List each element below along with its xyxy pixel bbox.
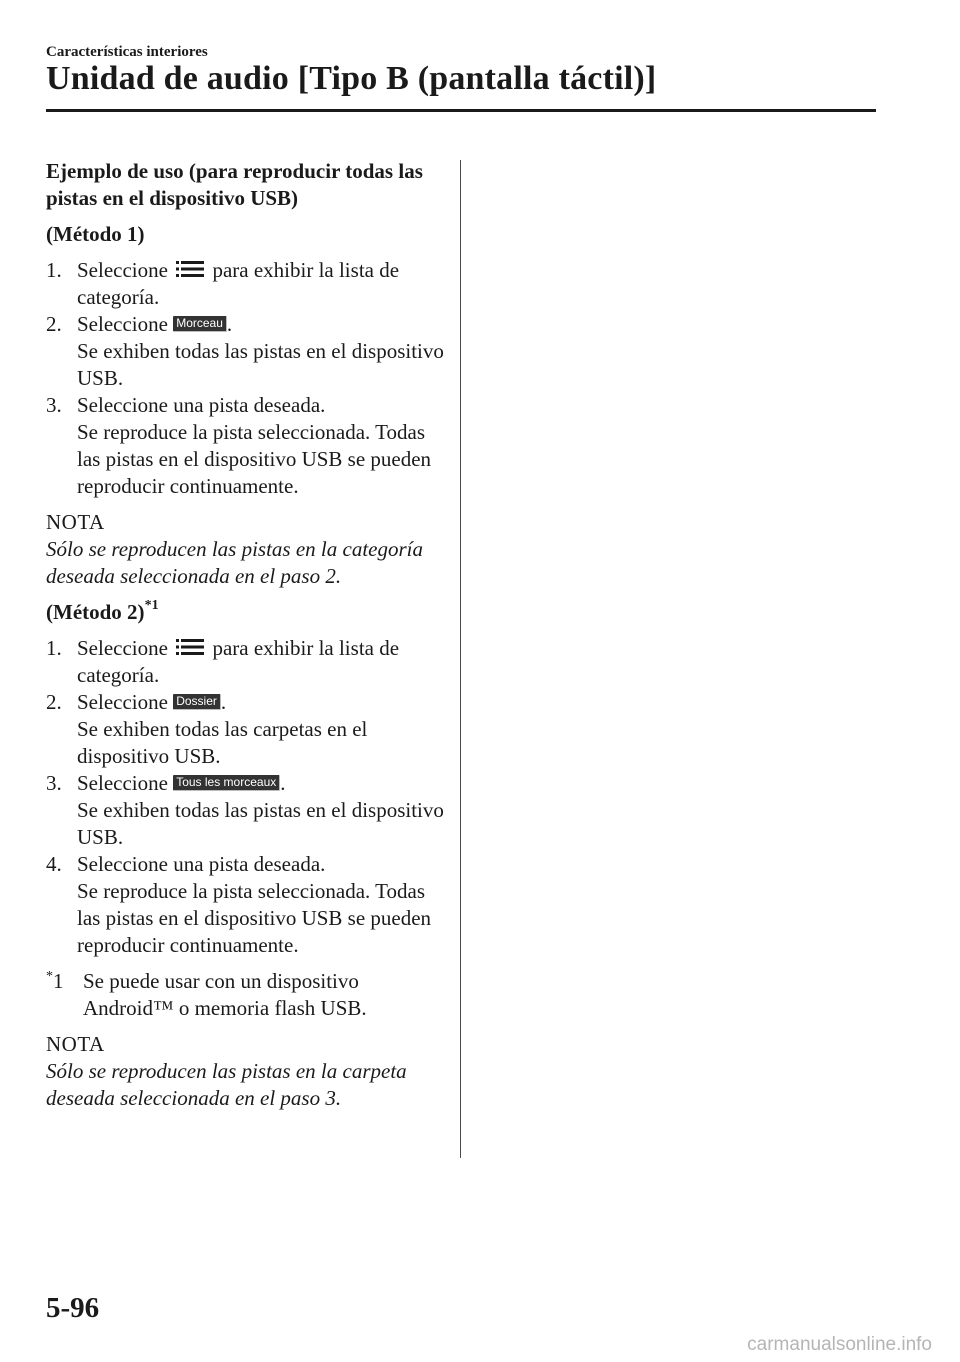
step-number: 4. (46, 852, 62, 876)
list-icon (175, 259, 205, 279)
step-text: Seleccione (77, 690, 168, 714)
method-2-steps (46, 635, 446, 959)
step-text: Seleccione (77, 258, 168, 282)
dossier-button: Dossier (173, 694, 221, 710)
step-number: 2. (46, 312, 62, 336)
step-number: 2. (46, 690, 62, 714)
footnote-ref: *1 (144, 598, 159, 613)
footnote-asterisk: * (46, 969, 53, 984)
example-heading: Ejemplo de uso (para reproducir todas las pistas en el dispositivo USB) (46, 159, 423, 210)
note-label: NOTA (46, 1032, 105, 1056)
step-text: para exhibir la lista de categoría. (77, 636, 400, 687)
watermark: carmanualsonline.info (747, 1334, 932, 1355)
step-item (46, 311, 446, 392)
step-detail: Se exhiben todas las carpetas en el dispositivo USB. (77, 717, 368, 768)
method-2-label: (Método 2) (46, 600, 145, 624)
step-detail: Se exhiben todas las pistas en el dispositivo USB. (77, 339, 444, 390)
column-divider (460, 160, 461, 1158)
step-number: 3. (46, 393, 62, 417)
step-item (46, 851, 446, 959)
note-label: NOTA (46, 510, 105, 534)
step-item (46, 770, 446, 851)
page-number: 5-96 (46, 1292, 100, 1324)
step-text: para exhibir la lista de categoría. (77, 258, 400, 309)
step-text: Seleccione (77, 312, 168, 336)
method-1-title: (Método 1) (46, 222, 145, 246)
step-text: Seleccione (77, 771, 168, 795)
step-text: Seleccione una pista deseada. (77, 393, 326, 417)
method-1-steps (46, 257, 446, 500)
morceau-button: Morceau (173, 316, 227, 332)
step-detail: Se reproduce la pista seleccionada. Todas las pistas en el dispositivo USB se pueden reproducir continuamente. (77, 420, 432, 498)
step-number: 1. (46, 258, 62, 282)
list-icon (175, 637, 205, 657)
step-item (46, 392, 446, 500)
step-text: . (280, 771, 286, 795)
step-text: . (220, 690, 227, 714)
step-number: 3. (46, 771, 62, 795)
footnote (46, 968, 446, 1022)
step-item (46, 257, 446, 311)
note-text: Sólo se reproducen las pistas en la carpeta deseada seleccionada en el paso 3. (46, 1059, 407, 1110)
step-text: Seleccione (77, 636, 168, 660)
step-text: Seleccione una pista deseada. (77, 852, 326, 876)
step-detail: Se reproduce la pista seleccionada. Todas las pistas en el dispositivo USB se pueden reproducir continuamente. (77, 879, 432, 957)
tous-les-morceaux-button: Tous les morceaux (173, 775, 280, 791)
left-column (46, 158, 446, 1121)
step-item (46, 635, 446, 689)
chapter-title: Unidad de audio [Tipo B (pantalla táctil)] (46, 60, 657, 97)
step-number: 1. (46, 636, 62, 660)
step-item (46, 689, 446, 770)
footnote-text: Se puede usar con un dispositivo Android™ o memoria flash USB. (83, 969, 367, 1020)
header-rule (46, 109, 876, 112)
step-text: . (226, 312, 233, 336)
note-text: Sólo se reproducen las pistas en la categoría deseada seleccionada en el paso 2. (46, 537, 423, 588)
method-2-title (46, 599, 446, 626)
step-detail: Se exhiben todas las pistas en el dispositivo USB. (77, 798, 444, 849)
footnote-mark (46, 968, 64, 995)
footnote-number: 1 (53, 969, 64, 993)
section-label: Características interiores (46, 44, 208, 60)
